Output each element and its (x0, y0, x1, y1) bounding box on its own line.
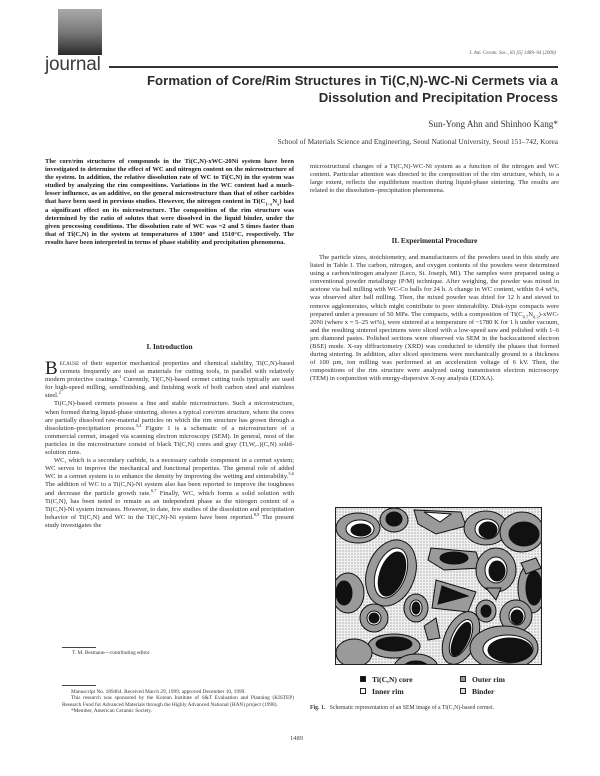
affiliation: School of Materials Science and Engineering, Seoul National University, Seoul 151–742, Korea (277, 137, 558, 146)
page-number: 1489 (290, 735, 303, 742)
header-rule (109, 66, 558, 68)
legend-item-core: Ti(C,N) core (360, 675, 460, 684)
journal-logo-block (58, 9, 102, 55)
editor-note: T. M. Besmann—contributing editor (72, 650, 150, 656)
introduction-body (45, 360, 294, 530)
legend-item-outer-rim: Outer rim (460, 675, 560, 684)
title-line-2: Dissolution and Precipitation Process (318, 90, 558, 105)
intro-paragraph-1: Because of their superior mechanical properties and chemical stability, Ti(C,N)-based cermets frequently are used as materials for cutting tools, in parallel with relatively modern protective coatings.$^1$ Currently, Ti(C,N)-based cermet cutting tools typically are used for high-speed milling, semifinishing, and finishing work of both carbon steel and stainless steel.$^2$ (45, 358, 294, 400)
journal-logo-text: journal (45, 54, 101, 75)
title-line-1: Formation of Core/Rim Structures in Ti(C,N)-WC-Ni Cermets via a (146, 73, 558, 88)
inner-rim-swatch-icon (360, 688, 366, 694)
paper-title (98, 72, 558, 106)
abstract: The core/rim structures of compounds in the Ti(C,N)-xWC-20Ni system have been investigated to determine the effect of WC and nitrogen content on the microstructure of the system. In addition, the relative dissolution rate of WC to Ti(C,N) in the system was studied by analyzing the rim compositions. Variations in the WC content had a much-lesser influence, as an additive, on the general microstructure than that of other carbides that have been used in previous studies. However, the nitrogen content in $Ti(C_{1-x}N_x)$ had a significant effect on its microstructure. The composition of the rim structure was determined by the ratio of solutes that were dissolved in the liquid binder, under the given processing conditions. The dissolution rate of WC was ~2 and 5 times faster than that of Ti(C,N) in the system at temperatures of 1300° and 1510°C, respectively. The results have been interpreted in terms of phase stability and precipitation phenomena. (45, 158, 294, 246)
legend-item-inner-rim: Inner rim (360, 687, 460, 696)
experimental-body: The particle sizes, stoichiometry, and manufacturers of the powders used in this study are listed in Table I. The carbon, nitrogen, and oxygen contents of the powders were determined using a carbon/nitrogen analyzer (Leco, St. Joseph, MI). The samples were prepared using a conventional powder metallurgy (P/M) technique. After weighing, the powder was mixed in acetone via ball milling with WC-Co balls for 24 h. A change in WC content, within 0.4 wt%, was observed after ball milling. Then, the mixed powder was dried for 12 h and sieved to remove agglomerates, which might contribute to poor sinterability. Disk-type compacts were prepared under a pressure of 50 MPa. The compacts, with a composition of $Ti(C_{0.7}N_{0.3})-xWC-20Ni$ (where x = 5–25 wt%), were sintered at a temperature of ~1780 K for 1 h under vacuum, and the resulting sintered specimens were sliced with a low-speed saw and polished with 1–6 µm diamond pastes. Polished sections were observed via SEM in the backscattered electron (BSE) mode. X-ray diffractometry (XRD) was conducted to identify the phases that formed during sintering. In addition, after sliced specimens were mechanically ground to a thickness of 100 µm, ion milling was performed at an acceleration voltage of 6 kV. Then, the compositions of the rim structure were analyzed using transmission electron microscopy (TEM) in conjunction with energy-dispersive X-ray analysis (EDXA). (310, 254, 559, 383)
figure-1-schematic (335, 507, 542, 665)
sem-schematic-illustration (336, 508, 541, 664)
figure-1-legend (360, 673, 560, 697)
intro-paragraph-2: Ti(C,N)-based cermets possess a fine and stable microstructure. Such a microstructure, when formed during liquid-phase sintering, shows a typical core/rim structure, where the cores are partially dissolved raw-material particles on which the rim structure has grown through a dissolution–precipitation process.$^{3,4}$ Figure 1 is a schematic of a microstructure of a commercial cermet, imaged via scanning electron microscopy (SEM). In general, most of the particles in the microstructure consist of black Ti(C,N) cores and gray (Ti,W,..)(C,N) solid-solution rims. (45, 400, 294, 457)
footnote-rule-1 (62, 647, 96, 648)
binder-swatch-icon (460, 688, 466, 694)
footnote-rule-2 (62, 685, 96, 686)
caption-text: Schematic representation of an SEM image of a Ti(C,N)-based cermet. (329, 705, 495, 711)
introduction-heading: I. Introduction (146, 342, 193, 351)
manuscript-footnotes: Manuscript No. 189464. Received March 29, 1999; approved December 10, 1999. This research was sponsored by the Korean Institute of S&T Evaluation and Planning (KISTEP) Research Fund for Advanced Materials through the Highly Advanced National (HAN) project (1998). *Member, American Ceramic Society. (62, 689, 294, 714)
intro-continuation: microstructural changes of a Ti(C,N)-WC-Ni system as a function of the nitrogen and WC content. Particular attention was directed to the composition of the rim structure, which, to a large extent, reflects the equilibrium reaction during liquid-phase sintering. The results are related to the dissolution–precipitation phenomena. (310, 163, 559, 195)
figure-1-caption (310, 705, 560, 712)
caption-label: Fig. 1. (310, 705, 326, 711)
experimental-heading: II. Experimental Procedure (391, 236, 478, 245)
authors: Sun-Yong Ahn and Shinhoo Kang* (428, 119, 558, 129)
outer-rim-swatch-icon (460, 676, 466, 682)
journal-citation: J. Am. Ceram. Soc., 83 [6] 1489–94 (2000) (469, 51, 556, 56)
core-swatch-icon (360, 676, 366, 682)
legend-item-binder: Binder (460, 687, 560, 696)
intro-paragraph-3: WC, which is a secondary carbide, is a necessary carbide component in a cermet system; WC serves to improve the mechanical and functional properties. The general role of added WC in a cermet system is to enhance the density by improving the wetting and sinterability.$^{5,6}$ The addition of WC to a Ti(C,N)-Ni system also has been reported to improve the toughness and decrease the particle growth rate.$^{6,7}$ Finally, WC, which forms a solid solution with Ti(C,N), has been noted to remain as an independent phase as the nitrogen content of a Ti(C,N)-Ni system increases. However, to date, few studies of the dissolution and precipitation behavior of Ti(C,N) and WC in the Ti(C,N)-Ni system have been reported.$^{8,9}$ The present study investigates the (45, 457, 294, 529)
drop-cap: B (45, 358, 58, 379)
